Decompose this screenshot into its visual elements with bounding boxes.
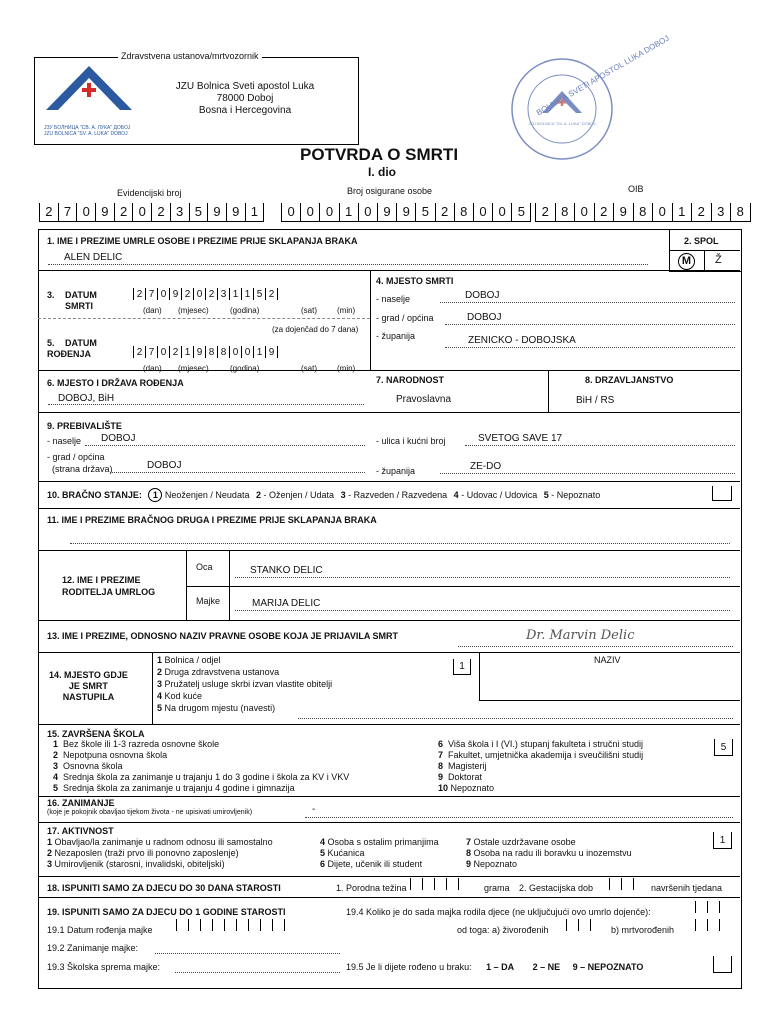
s6-label: 6. MJESTO I DRŽAVA ROĐENJA [47,378,184,388]
digit-cell: 5 [189,203,208,221]
digit-cell: 8 [555,203,575,221]
s15-label: 15. ZAVRŠENA ŠKOLA [47,729,145,739]
oib-label: OIB [628,184,644,194]
form-subtitle: I. dio [368,165,396,179]
birth-weight-field[interactable] [410,878,459,890]
date-digit-cell: 0 [241,346,253,358]
birth-place-value[interactable]: DOBOJ, BiH [58,393,115,404]
occupation-value[interactable]: - [312,804,316,815]
s14-label: 14. MJESTO GDJE [49,670,128,680]
mother-occupation-field[interactable] [155,953,340,954]
digit-cell: 2 [541,204,549,219]
digit-cell: 9 [613,203,633,221]
digit-cell: 3 [711,203,731,221]
digit-cell: 3 [170,203,189,221]
death-place-settlement[interactable]: DOBOJ [465,290,500,301]
digit-cell: 9 [377,203,396,221]
deceased-name-value[interactable]: ALEN DELIC [64,252,123,263]
other-place-field[interactable] [298,718,733,719]
date-digit-cell: 0 [193,288,205,300]
oib-field[interactable] [535,203,751,222]
s5-number: 5. [47,338,55,348]
s8-label: 8. DRZAVLJANSTVO [585,375,674,385]
insured-number-field[interactable] [281,203,531,222]
s1-label: 1. IME I PREZIME UMRLE OSOBE I PREZIME PRIJE SKLAPANJA BRAKA [47,236,358,246]
date-digit-cell: 3 [217,288,229,300]
digit-cell: 0 [319,203,338,221]
activity-options-col1: 1 Obavljao/la zanimanje u radnom odnosu ili samostalno 2 Nezaposlen (traži prvo ili ponovno zaposlenje) 3 Umirovljenik (starosni, invalidski, obiteljski) [47,837,273,869]
activity-options-col3: 7 Ostale uzdržavane osobe 8 Osoba na radu ili boravku u inozemstvu 9 Nepoznato [466,837,632,869]
marital-status-row: 10. BRAČNO STANJE: 1 Neoženjen / Neudata 2 - Oženjen / Udata 3 - Razveden / Razvedena 4 - Udovac / Udovica 5 - Nepoznato [47,490,601,500]
svg-text:JZU BOLNICA "SV. A. LUKA" DOBO: JZU BOLNICA "SV. A. LUKA" DOBOJ [528,121,596,126]
date-digit-cell: 2 [265,288,277,300]
institution-name: JZU Bolnica Sveti apostol Luka [175,81,315,92]
digit-cell: 0 [300,203,319,221]
evidence-number-field[interactable] [39,203,264,222]
date-digit-cell: 8 [217,346,229,358]
mother-name-value[interactable]: MARIJA DELIC [252,598,321,609]
sex-female-option[interactable]: Ž [715,254,722,266]
digit-cell: 0 [652,203,672,221]
residence-city[interactable]: DOBOJ [147,460,182,471]
s5-label: DATUM [65,338,97,348]
activity-answer[interactable]: 1 [713,832,732,849]
date-digit-cell: 7 [145,288,157,300]
date-digit-cell: 8 [205,346,217,358]
s13-label: 13. IME I PREZIME, ODNOSNO NAZIV PRAVNE OSOBE KOJA JE PRIJAVILA SMRT [47,631,399,641]
nationality-value[interactable]: Pravoslavna [396,394,452,405]
date-digit-cell: 5 [253,288,265,300]
live-births-field[interactable] [566,919,591,931]
born-in-marriage-row: 19.5 Je li dijete rođeno u braku: 1 – DA 2 – NE 9 – NEPOZNATO [346,962,644,972]
digit-cell: 0 [492,203,511,221]
residence-county[interactable]: ZE-DO [470,461,502,472]
reporter-signature[interactable]: Dr. Marvin Delic [526,628,635,643]
digit-cell: 2 [435,203,454,221]
naziv-label: NAZIV [594,655,621,665]
date-digit-cell: 2 [169,346,181,358]
death-place-answer[interactable]: 1 [453,659,471,675]
marital-option-1-selected[interactable]: 1 [148,488,162,502]
infant-note: (za dojenčad do 7 dana) [272,325,359,334]
institution-country: Bosna i Hercegovina [198,105,292,116]
spouse-name-field[interactable] [70,543,730,544]
citizenship-value[interactable]: BiH / RS [576,395,615,406]
s2-label: 2. SPOL [684,236,719,246]
digit-cell: 5 [415,203,434,221]
digit-cell: 2 [691,203,711,221]
date-digit-cell: 1 [253,346,265,358]
date-digit-cell: 1 [181,346,193,358]
s16-label: 16. ZANIMANJE [47,798,115,808]
digit-cell: 2 [114,203,133,221]
activity-options-col2: 4 Osoba s ostalim primanjima 5 Kućanica 6 Dijete, učenik ili student [320,837,439,869]
residence-street[interactable]: SVETOG SAVE 17 [478,433,563,444]
digit-cell: 0 [76,203,95,221]
date-digit-cell: 9 [193,346,205,358]
gestational-age-field[interactable] [609,878,634,890]
evidence-number-label: Evidencijski broj [117,188,182,198]
insured-number-label: Broj osigurane osobe [347,186,433,196]
digit-cell: 2 [151,203,170,221]
date-digit-cell: 9 [169,288,181,300]
digit-cell: 0 [132,203,151,221]
s12-label: 12. IME I PREZIME [62,575,141,585]
digit-cell: 5 [511,203,530,221]
form-title: POTVRDA O SMRTI [300,145,459,164]
death-place-options: 1 Bolnica / odjel 2 Druga zdravstvena ustanova 3 Pružatelj usluge skrbi izvan vlastite obitelji 4 Kod kuće 5 Na drugom mjestu (navesti) [157,655,333,713]
digit-cell: 9 [396,203,415,221]
s3-label: DATUM [65,290,97,300]
father-name-value[interactable]: STANKO DELIC [250,565,323,576]
logo-line-2: JZU BOLNICA "SV. A. LUKA" DOBOJ [44,131,128,137]
born-in-marriage-answer[interactable] [713,956,732,973]
digit-cell: 1 [245,203,264,221]
digit-cell: 8 [454,203,473,221]
s3-number: 3. [47,290,55,300]
education-options-left: 1 Bez škole ili 1-3 razreda osnovne škole 2 Nepotpuna osnovna škola 3 Osnovna škola 4 Srednja škola za zanimanje u trajanju 1 do 3 godine i škola za KV i VKV 5 Srednja škola za zanimanje u trajanju 4 godine i gimnazija [53,739,350,793]
date-digit-cell: 1 [229,288,241,300]
s19-label: 19. ISPUNITI SAMO ZA DJECU DO 1 GODINE STAROSTI [47,907,286,917]
digit-cell: 0 [473,203,492,221]
digit-cell: 8 [730,203,750,221]
s17-label: 17. AKTIVNOST [47,826,114,836]
institution-label: Zdravstvena ustanova/mrtvozornik [118,51,262,61]
digit-cell: 9 [226,203,245,221]
date-digit-cell: 2 [133,288,145,300]
digit-cell: 1 [339,203,358,221]
residence-settlement[interactable]: DOBOJ [101,433,136,444]
death-date-field[interactable] [133,288,278,300]
date-digit-cell: 2 [133,346,145,358]
s16-note: (koje je pokojnik obavljao tijekom života - ne upisivati umirovljenik) [47,809,253,816]
digit-cell: 9 [207,203,226,221]
digit-cell: 2 [45,204,53,219]
marital-answer-box[interactable] [712,486,732,501]
stillbirths-field[interactable] [695,919,720,931]
date-digit-cell: 7 [145,346,157,358]
stamp-text: BOLNICA SVETI APOSTOL LUKA DOBOJ [534,33,671,118]
form-frame [38,229,742,989]
s9-label: 9. PREBIVALIŠTE [47,421,122,431]
death-place-county[interactable]: ZENICKO - DOBOJSKA [468,335,576,346]
death-place-city[interactable]: DOBOJ [467,312,502,323]
s4-label: 4. MJESTO SMRTI [376,276,454,286]
birth-date-field[interactable] [133,346,278,358]
s11-label: 11. IME I PREZIME BRAČNOG DRUGA I PREZIME PRIJE SKLAPANJA BRAKA [47,515,377,525]
date-digit-cell: 0 [229,346,241,358]
digit-cell: 8 [633,203,653,221]
date-digit-cell: 0 [157,288,169,300]
education-answer[interactable]: 5 [714,739,733,756]
date-digit-cell: 0 [157,346,169,358]
date-digit-cell: 1 [241,288,253,300]
digit-cell: 0 [574,203,594,221]
institution-city: 78000 Doboj [216,93,274,104]
mother-education-field[interactable] [175,972,340,973]
digit-cell: 0 [358,203,377,221]
digit-cell: 1 [672,203,692,221]
education-options-right: 6 Viša škola i I (VI.) stupanj fakulteta i stručni studij 7 Fakultet, umjetnička akademija i sveučilišni studij 8 Magisterij 9 Doktorat 10 Nepoznato [438,739,644,793]
date-digit-cell: 2 [205,288,217,300]
children-count-field[interactable] [695,901,720,913]
digit-cell: 0 [287,204,295,219]
sex-male-option[interactable]: M [678,253,695,270]
mother-birth-date-field[interactable] [176,919,285,931]
date-digit-cell: 2 [181,288,193,300]
digit-cell: 7 [58,203,77,221]
date-digit-cell: 9 [265,346,277,358]
digit-cell: 2 [594,203,614,221]
logo-line-1: ЈЗУ БОЛНИЦА "СВ. А. ЛУКА" ДОБОЈ [44,125,131,131]
hospital-logo-icon [42,62,137,122]
s18-label: 18. ISPUNITI SAMO ZA DJECU DO 30 DANA STAROSTI [47,883,281,893]
s7-label: 7. NARODNOST [376,375,445,385]
digit-cell: 9 [95,203,114,221]
